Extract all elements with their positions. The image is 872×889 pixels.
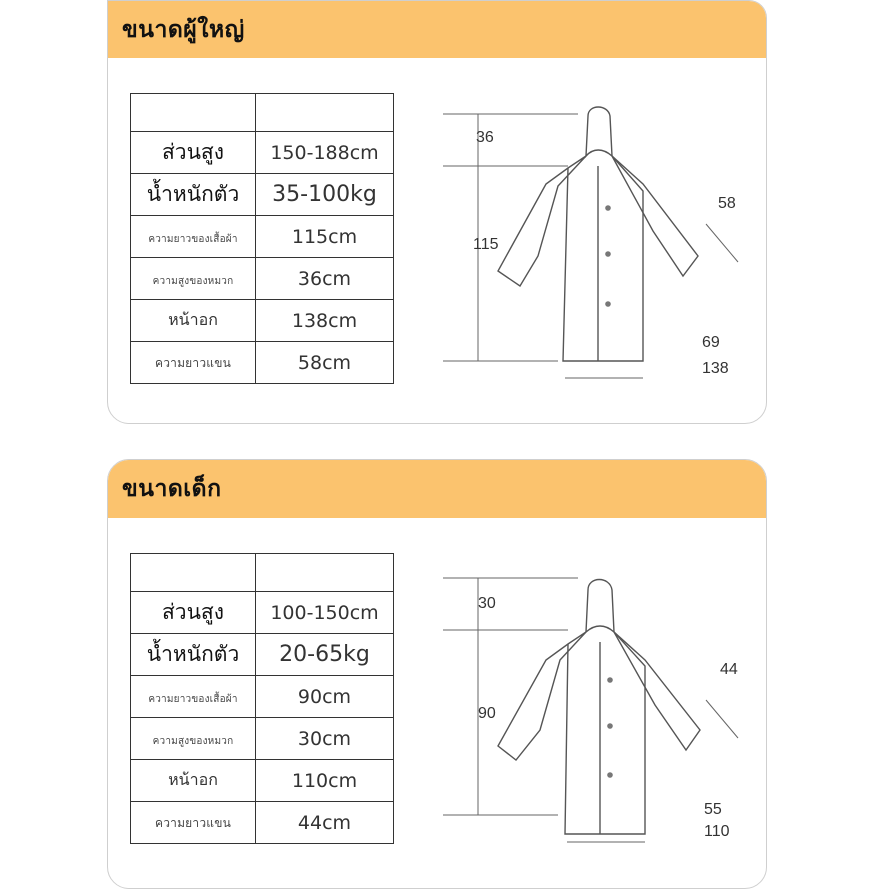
hood-outline bbox=[586, 580, 614, 633]
left-sleeve-outline bbox=[498, 632, 586, 760]
table-row bbox=[131, 132, 394, 174]
row-label: ส่วนสูง bbox=[161, 140, 225, 164]
coat-button bbox=[605, 251, 611, 257]
adult-size-panel bbox=[107, 0, 767, 424]
row-label: น้ำหนักตัว bbox=[146, 642, 240, 666]
left-sleeve-outline bbox=[498, 156, 586, 286]
adult-size-table bbox=[130, 93, 394, 384]
coat-button bbox=[607, 772, 613, 778]
coat-body-outline bbox=[565, 632, 645, 834]
table-row bbox=[131, 718, 394, 760]
row-value: 30cm bbox=[297, 727, 352, 750]
sleeve-dimension-value: 58 bbox=[718, 195, 736, 212]
row-value: 58cm bbox=[297, 351, 352, 374]
row-value: 20-65kg bbox=[279, 642, 370, 667]
row-label: ส่วนสูง bbox=[161, 600, 225, 624]
row-value: 115cm bbox=[291, 225, 358, 248]
row-value: 150-188cm bbox=[270, 141, 379, 164]
sleeve-dimension-line bbox=[706, 224, 738, 262]
coat-body-outline bbox=[563, 156, 643, 361]
row-value: 35-100kg bbox=[272, 182, 377, 207]
length-dimension-value: 90 bbox=[478, 705, 496, 722]
row-label: ความยาวของเสื้อผ้า bbox=[148, 693, 238, 705]
row-value: 36cm bbox=[297, 267, 352, 290]
coat-button bbox=[607, 677, 613, 683]
coat-button bbox=[607, 723, 613, 729]
hood-dimension-value: 30 bbox=[478, 595, 496, 612]
row-value: 90cm bbox=[297, 685, 352, 708]
table-row bbox=[131, 676, 394, 718]
table-row bbox=[131, 760, 394, 802]
row-label: ความสูงของหมวก bbox=[152, 275, 234, 287]
adult-raincoat-diagram bbox=[438, 96, 758, 396]
chest-value: 138 bbox=[702, 360, 729, 377]
kid-size-table bbox=[130, 553, 394, 844]
kid-size-header bbox=[108, 460, 766, 518]
hood-dimension-value: 36 bbox=[476, 129, 494, 146]
kid-raincoat-diagram bbox=[438, 570, 758, 870]
chest-half-value: 55 bbox=[704, 801, 722, 818]
row-value: 44cm bbox=[297, 811, 352, 834]
kid-size-panel bbox=[107, 459, 767, 889]
row-label: ความยาวของเสื้อผ้า bbox=[148, 233, 238, 245]
row-value: 110cm bbox=[291, 769, 358, 792]
table-row bbox=[131, 258, 394, 300]
table-header-row bbox=[131, 94, 394, 132]
right-sleeve-outline bbox=[614, 632, 700, 750]
sleeve-dimension-line bbox=[706, 700, 738, 738]
row-value: 138cm bbox=[291, 309, 358, 332]
coat-button bbox=[605, 205, 611, 211]
row-label: หน้าอก bbox=[168, 310, 218, 329]
hood-outline bbox=[586, 107, 612, 156]
table-header-row bbox=[131, 554, 394, 592]
length-dimension-value: 115 bbox=[473, 236, 499, 253]
kid-size-title: ขนาดเด็ก bbox=[122, 476, 222, 502]
coat-button bbox=[605, 301, 611, 307]
sleeve-dimension-value: 44 bbox=[720, 661, 738, 678]
row-value: 100-150cm bbox=[270, 601, 379, 624]
row-label: ความยาวแขน bbox=[154, 816, 232, 830]
right-sleeve-outline bbox=[612, 156, 698, 276]
table-row bbox=[131, 592, 394, 634]
table-row bbox=[131, 216, 394, 258]
adult-size-header bbox=[108, 1, 766, 58]
chest-half-value: 69 bbox=[702, 334, 720, 351]
chest-value: 110 bbox=[704, 823, 730, 840]
table-row bbox=[131, 634, 394, 676]
row-label: ความสูงของหมวก bbox=[152, 735, 234, 747]
table-row bbox=[131, 300, 394, 342]
row-label: ความยาวแขน bbox=[154, 356, 232, 370]
table-row bbox=[131, 802, 394, 844]
adult-size-title: ขนาดผู้ใหญ่ bbox=[122, 16, 245, 43]
row-label: น้ำหนักตัว bbox=[146, 182, 240, 206]
table-row bbox=[131, 174, 394, 216]
table-row bbox=[131, 342, 394, 384]
row-label: หน้าอก bbox=[168, 770, 218, 789]
